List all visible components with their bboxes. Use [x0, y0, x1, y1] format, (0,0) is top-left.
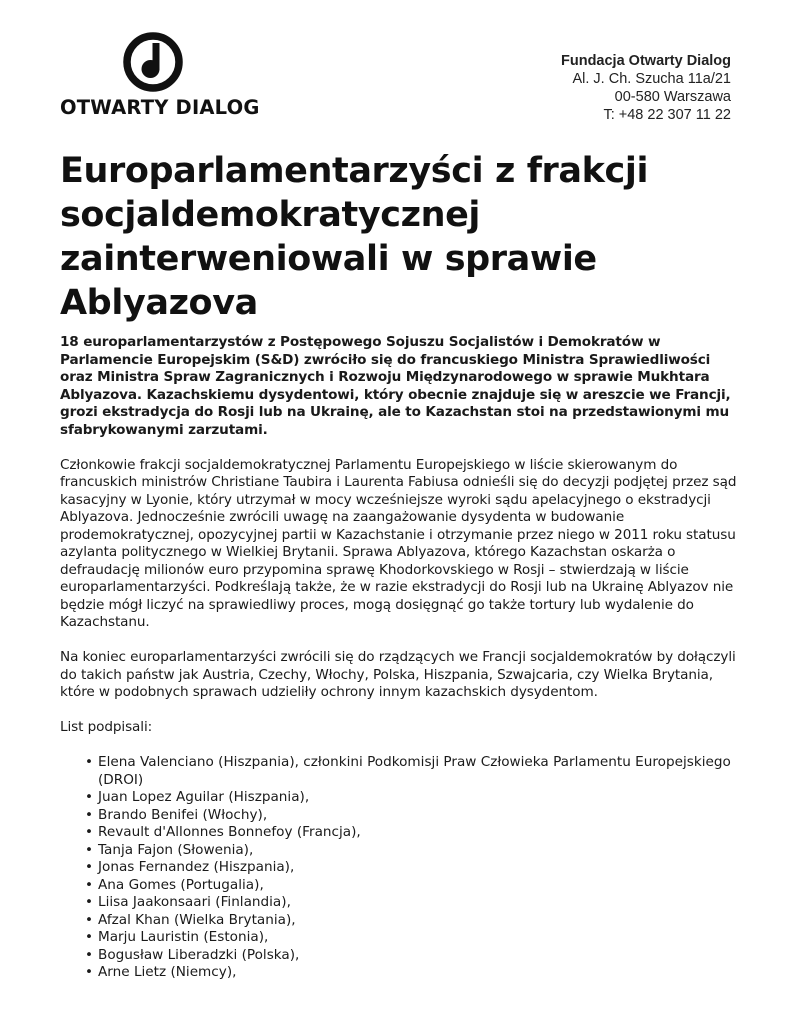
list-item: • Bogusław Liberadzki (Polska),	[98, 947, 740, 965]
list-item: • Tanja Fajon (Słowenia),	[98, 842, 740, 860]
list-item: • Elena Valenciano (Hiszpania), członkini Podkomisji Praw Człowieka Parlamentu Europejskiego (DROI)	[98, 754, 740, 789]
list-item: • Ana Gomes (Portugalia),	[98, 877, 740, 895]
body-paragraph-2: Na koniec europarlamentarzyści zwrócili się do rządzących we Francji socjaldemokratów by dołączyli do takich państw jak Austria, Czechy, Włochy, Polska, Hiszpania, Szwajcaria, czy Wielka Brytania, które w podobnych sprawach udzieliły ochrony innym kazachskich dysydentom.	[60, 649, 736, 700]
list-item: • Liisa Jaakonsaari (Finlandia),	[98, 894, 740, 912]
otwarty-dialog-logo-icon	[121, 30, 185, 94]
signatories-list	[60, 754, 740, 982]
logo-text: OTWARTY DIALOG	[60, 96, 260, 119]
list-item: • Revault d'Allonnes Bonnefoy (Francja),	[98, 824, 740, 842]
list-item: • Afzal Khan (Wielka Brytania),	[98, 912, 740, 930]
document-title: Europarlamentarzyści z frakcji socjaldemokratycznej zainterweniowali w sprawie Ablyazova	[60, 151, 649, 323]
address-street: Al. J. Ch. Szucha 11a/21	[572, 71, 731, 87]
list-item: • Brando Benifei (Włochy),	[98, 807, 740, 825]
list-item: • Arne Lietz (Niemcy),	[98, 964, 740, 982]
logo	[60, 30, 260, 119]
signatories-label: List podpisali:	[60, 719, 153, 735]
document-body	[60, 334, 740, 982]
list-item: • Jonas Fernandez (Hiszpania),	[98, 859, 740, 877]
address-city: 00-580 Warszawa	[614, 89, 731, 105]
list-item: • Juan Lopez Aguilar (Hiszpania),	[98, 789, 740, 807]
org-name: Fundacja Otwarty Dialog	[561, 53, 731, 69]
list-item: • Marju Lauristin (Estonia),	[98, 929, 740, 947]
phone-number: T: +48 22 307 11 22	[603, 107, 731, 123]
body-paragraph-1: Członkowie frakcji socjaldemokratycznej Parlamentu Europejskiego w liście skierowanym do francuskich ministrów Christiane Taubira i Laurenta Fabiusa odnieśli się do decyzji podjętej przez sąd kasacyjny w Lyonie, który utrzymał w mocy wcześniejsze wyroki sądu apelacyjnego o ekstradycji Ablyazova. Jednocześnie zwrócili uwagę na zaangażowanie dysydenta w budowanie prodemokratycznej, opozycyjnej partii w Kazachstanie i otrzymanie przez niego w 2011 roku statusu azylanta politycznego w Wielkiej Brytanii. Sprawa Ablyazova, którego Kazachstan oskarża o defraudację milionów euro przypomina sprawę Khodorkovskiego w Rosji – stwierdzają w liście europarlamentarzyści. Podkreślają także, że w razie ekstradycji do Rosji lub na Ukrainę Ablyazov nie będzie mógł liczyć na sprawiedliwy proces, mogą dosięgnąć go także tortury lub wydalenie do Kazachstanu.	[60, 456, 737, 630]
lead-paragraph: 18 europarlamentarzystów z Postępowego Sojuszu Socjalistów i Demokratów w Parlamencie Europejskim (S&D) zwróciło się do francuskiego Ministra Sprawiedliwości oraz Ministra Spraw Zagranicznych i Rozwoju Międzynarodowego w sprawie Mukhtara Ablyazova. Kazachskiemu dysydentowi, który obecnie znajduje się w areszcie we Francji, grozi ekstradycja do Rosji lub na Ukrainę, ale to Kazachstan stoi na przedstawionymi mu sfabrykowanymi zarzutami.	[60, 334, 731, 438]
address-block	[561, 52, 731, 124]
